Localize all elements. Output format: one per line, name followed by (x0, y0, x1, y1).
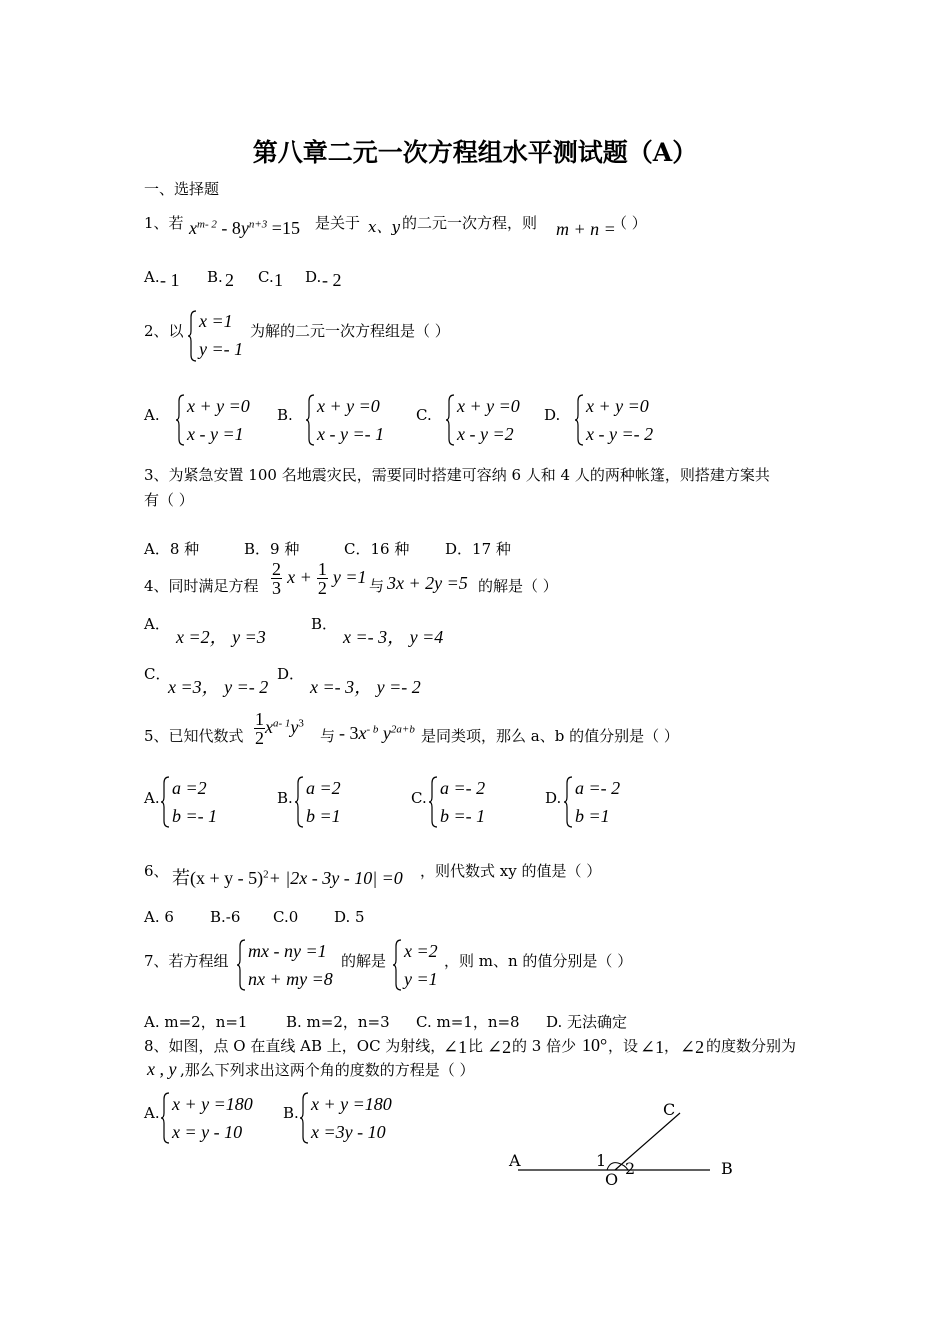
q1-vars: x、y (368, 218, 400, 236)
q6-option-b: B.-6 (210, 908, 241, 926)
q4-frac1-den: 3 (272, 578, 281, 598)
q8-degree: 10° (582, 1035, 608, 1055)
brace-icon (392, 939, 402, 991)
q2-option-c-row-1: x + y =0 (457, 396, 520, 416)
q2-option-a-row-1: x + y =0 (187, 396, 250, 416)
q6-exponent: 2 (263, 868, 269, 881)
q1-mid: 是关于 (315, 214, 361, 232)
brace-icon (160, 776, 170, 828)
q2-option-c-label: C. (416, 406, 432, 424)
brace-icon (187, 310, 197, 362)
q5-option-b-row-2: b =1 (306, 806, 341, 826)
q8-line-1b: 比 (468, 1037, 484, 1055)
angle-diagram (500, 1095, 760, 1195)
q6-option-d: D. 5 (334, 908, 365, 926)
q1-paren: （ ） (612, 214, 647, 232)
q6-expr-part-1: 若(x + y - 5) (172, 868, 264, 888)
page-title: 第八章二元一次方程组水平测试题（A） (252, 138, 698, 167)
q3-option-a: A．8 种 (144, 540, 200, 558)
q7-option-b: B. m=2，n=3 (286, 1013, 390, 1031)
angle-figure (500, 1095, 760, 1195)
q7-option-c: C. m=1，n=8 (416, 1013, 520, 1031)
q5-term-2: - $3x^{- b}$ $y^{2a+b}$ (339, 723, 415, 743)
q5-term-1: $\frac{1}{2}$ $x^{a- 1}y^3$ (255, 709, 304, 748)
q1-option-d-label: D. (305, 268, 322, 286)
label-c: C (663, 1100, 676, 1119)
label-b: B (721, 1159, 733, 1178)
label-angle-1: 1 (596, 1151, 607, 1170)
q7-option-d: D. 无法确定 (546, 1013, 628, 1031)
brace-icon (563, 776, 573, 828)
q5-option-c-row-1: a =- 2 (440, 778, 486, 798)
q8-option-b-label: B. (283, 1104, 299, 1122)
q8-line-2b: ,那么下列求出这两个角的度数的方程是（ ） (180, 1061, 475, 1079)
q6-prefix: 6、 (144, 862, 169, 880)
q2-option-a-row-2: x - y =1 (187, 424, 244, 444)
q8-option-a-label: A. (144, 1104, 160, 1122)
q4-option-c-value: x =3， y =- 2 (168, 677, 269, 697)
q8-option-b-row-1: x + y =180 (311, 1094, 392, 1114)
q7-sol-row-1: x =2 (404, 941, 438, 961)
q5-option-a-label: A. (144, 789, 160, 807)
q4-frac2-den: 2 (317, 578, 327, 598)
brace-icon (175, 394, 185, 446)
brace-icon (236, 939, 246, 991)
q1-option-c-label: C. (258, 268, 274, 286)
q4-mid: 与 (369, 577, 385, 595)
q8-angle-2: ∠2 (487, 1037, 512, 1057)
q2-option-d-label: D. (544, 406, 561, 424)
q2-option-a-label: A. (144, 406, 160, 424)
q3-option-d: D．17 种 (445, 540, 511, 558)
q1-option-b-label: B. (207, 268, 223, 286)
q4-term-1: x + (287, 567, 312, 587)
q6-expression (172, 864, 403, 890)
q4-equation-1 (271, 560, 367, 597)
q8-option-a-row-1: x + y =180 (172, 1094, 253, 1114)
q2-prefix: 2、以 (144, 322, 184, 340)
q4-option-a-value: x =2， y =3 (176, 627, 266, 647)
q6-option-a: A. 6 (144, 908, 174, 926)
q1-prefix: 1、若 (144, 214, 184, 232)
q4-option-d-label: D． (277, 665, 305, 683)
q5-option-d-row-1: a =- 2 (575, 778, 621, 798)
q8-line-1c: 的 3 倍少 (512, 1037, 577, 1055)
q1-option-b-value: 2 (225, 270, 234, 290)
label-angle-2: 2 (625, 1159, 636, 1178)
q4-option-b-value: x =- 3， y =4 (343, 627, 444, 647)
q8-angle-1: ∠1 (443, 1037, 468, 1057)
section-heading: 一、选择题 (144, 180, 220, 198)
q4-option-d-value: x =- 3， y =- 2 (310, 677, 421, 697)
brace-icon (160, 1092, 170, 1144)
q3-line-1: 3、为紧急安置 100 名地震灾民，需要同时搭建可容纳 6 人和 4 人的两种帐篷，则搭建方案共 (144, 466, 770, 484)
q5-option-a-row-2: b =- 1 (172, 806, 218, 826)
q5-option-d-label: D. (545, 789, 562, 807)
q7-sol-row-2: y =1 (404, 969, 438, 989)
q6-option-c: C.0 (273, 908, 299, 926)
q3-option-c: C．16 种 (344, 540, 410, 558)
q2-option-b-row-2: x - y =- 1 (317, 424, 385, 444)
brace-icon (445, 394, 455, 446)
q1-equation: $x^{m- 2} - 8y^{n+3} =15$ (189, 218, 300, 238)
q3-line-2: 有（ ） (144, 491, 194, 509)
q5-option-b-row-1: a =2 (306, 778, 341, 798)
q4-frac2-num: 1 (317, 559, 327, 579)
q1-option-c-value: 1 (274, 270, 283, 290)
q1-option-a-value: - 1 (160, 270, 180, 290)
q4-option-c-label: C． (144, 665, 171, 683)
q5-option-b-label: B. (277, 789, 293, 807)
q7-suffix: ，则 m、n 的值分别是（ ） (444, 952, 633, 970)
q1-ask: m + n = (556, 219, 616, 239)
q8-angle-1-b: ∠1 (640, 1037, 665, 1057)
q4-option-b-label: B． (311, 615, 338, 633)
q3-option-b: B．9 种 (244, 540, 300, 558)
q4-equation-2: 3x + 2y =5 (387, 573, 468, 593)
q8-line-1d: ，设 (608, 1037, 639, 1055)
q5-option-c-row-2: b =- 1 (440, 806, 486, 826)
q2-option-c-row-2: x - y =2 (457, 424, 514, 444)
q2-option-d-row-1: x + y =0 (586, 396, 649, 416)
q5-suffix: 是同类项，那么 a、b 的值分别是（ ） (421, 727, 679, 745)
q5-option-d-row-2: b =1 (575, 806, 610, 826)
q6-expr-part-2: + |2x - 3y - 10| =0 (268, 868, 403, 888)
q4-option-a-label: A． (144, 615, 170, 633)
q5-mid: 与 (320, 727, 336, 745)
q7-option-a: A. m=2，n=1 (144, 1013, 248, 1031)
q8-line-2a: x , y (147, 1059, 177, 1079)
brace-icon (428, 776, 438, 828)
q2-option-d-row-2: x - y =- 2 (586, 424, 654, 444)
q7-row-2: nx + my =8 (248, 969, 333, 989)
q8-line-1e: ， (664, 1037, 680, 1055)
q2-option-b-label: B. (277, 406, 293, 424)
label-o: O (605, 1170, 619, 1189)
q1-suffix: 的二元一次方程，则 (402, 214, 538, 232)
q4-suffix: 的解是（ ） (478, 577, 558, 595)
q7-prefix: 7、若方程组 (144, 952, 229, 970)
brace-icon (294, 776, 304, 828)
q6-suffix: ，则代数式 xy 的值是（ ） (420, 862, 602, 880)
q8-option-a-row-2: x = y - 10 (172, 1122, 243, 1142)
q2-row-1: x =1 (199, 311, 233, 331)
q5-frac-num: 1 (255, 709, 264, 729)
q5-option-c-label: C. (411, 789, 427, 807)
q1-option-a-label: A. (144, 268, 160, 286)
brace-icon (305, 394, 315, 446)
q4-prefix: 4、同时满足方程 (144, 577, 259, 595)
brace-icon (299, 1092, 309, 1144)
q4-term-2: y =1 (332, 567, 367, 587)
brace-icon (574, 394, 584, 446)
q2-suffix: 为解的二元一次方程组是（ ） (250, 322, 450, 340)
q8-option-b-row-2: x =3y - 10 (311, 1122, 386, 1142)
q2-option-b-row-1: x + y =0 (317, 396, 380, 416)
q8-line-1f: 的度数分别为 (706, 1037, 797, 1055)
q5-frac-den: 2 (255, 728, 264, 748)
q1-option-d-value: - 2 (322, 270, 342, 290)
q2-row-2: y =- 1 (199, 339, 244, 359)
q5-option-a-row-1: a =2 (172, 778, 207, 798)
label-a: A (509, 1151, 521, 1170)
q5-prefix: 5、已知代数式 (144, 727, 244, 745)
q7-row-1: mx - ny =1 (248, 941, 327, 961)
q7-mid: 的解是 (341, 952, 387, 970)
q8-angle-2-b: ∠2 (680, 1037, 705, 1057)
q8-line-1a: 8、如图，点 O 在直线 AB 上，OC 为射线， (144, 1037, 446, 1055)
q4-frac1-num: 2 (272, 559, 281, 579)
